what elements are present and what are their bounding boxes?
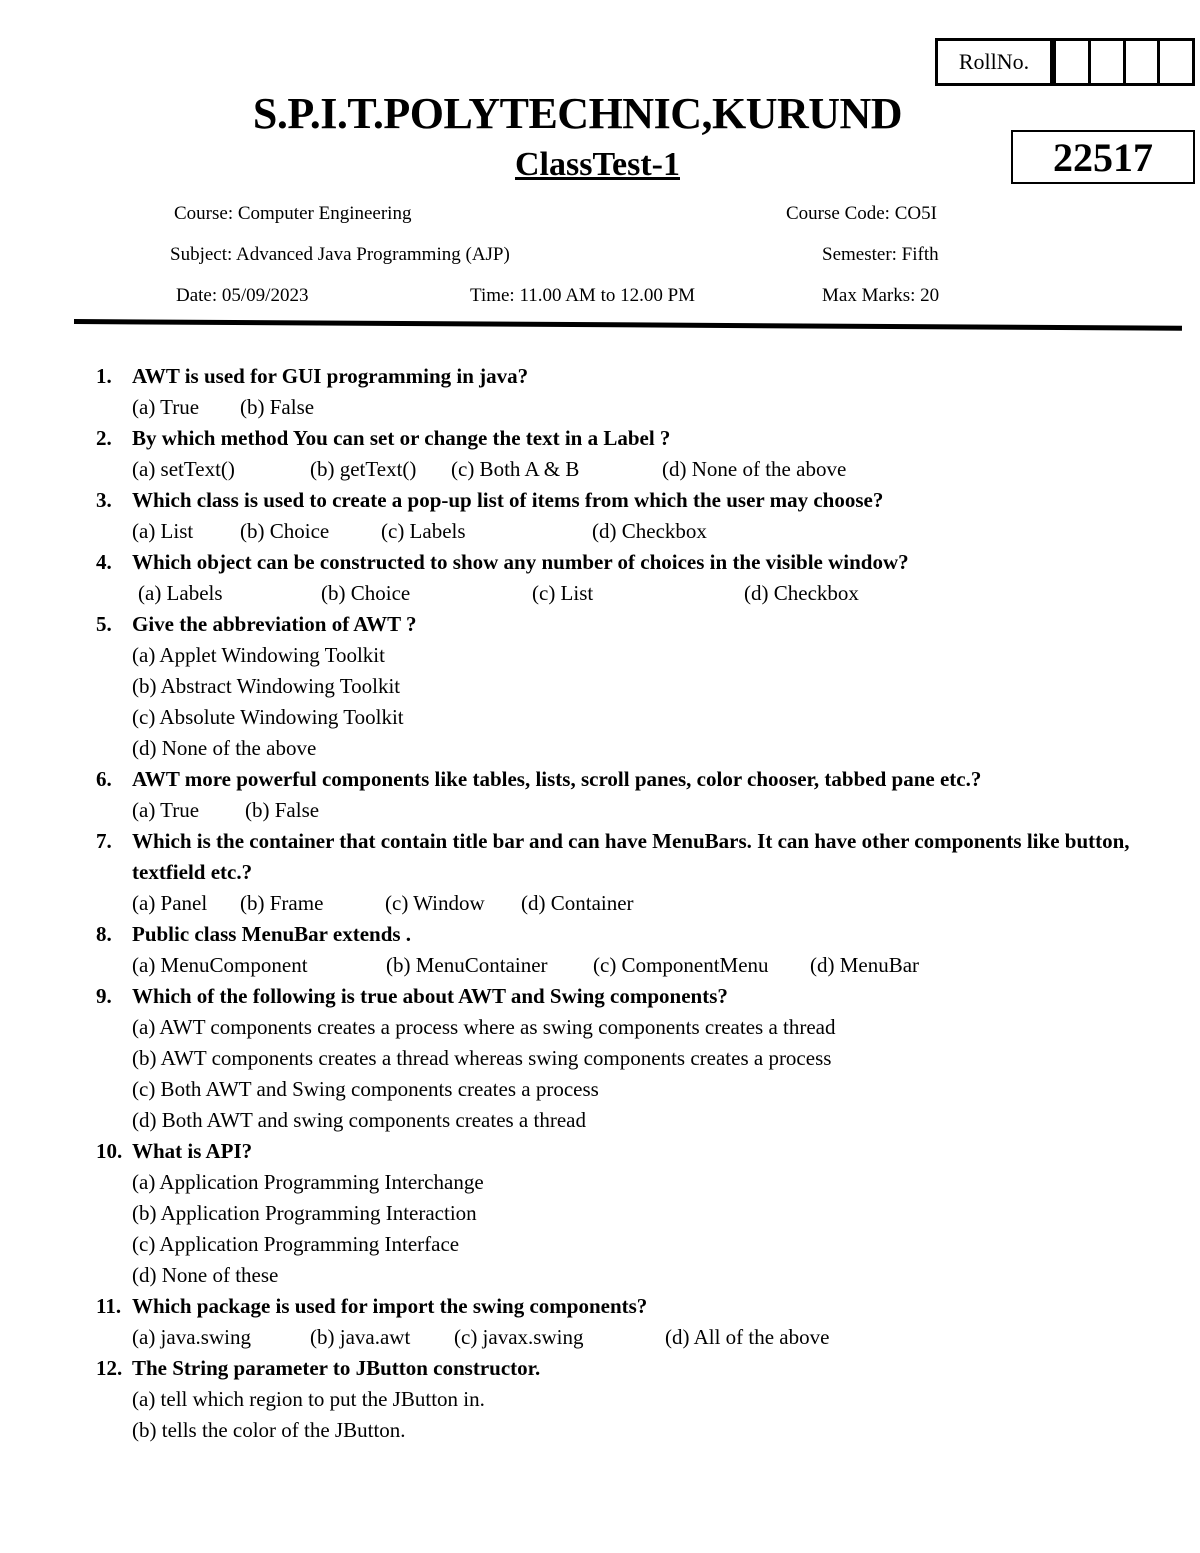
question-text: Which of the following is true about AWT and Swing components? <box>132 984 728 1008</box>
option-row <box>132 1415 1156 1446</box>
option-row <box>132 1198 1156 1229</box>
answer-option[interactable]: (a) Labels <box>138 581 223 605</box>
option-row <box>132 1167 1156 1198</box>
answer-option[interactable]: (b) Frame <box>240 891 324 915</box>
answer-option[interactable]: (b) MenuContainer <box>386 953 548 977</box>
option-group <box>96 454 1156 485</box>
question-heading <box>96 919 1156 950</box>
answer-option[interactable]: (d) None of the above <box>662 457 847 481</box>
test-title: ClassTest-1 <box>515 146 680 183</box>
option-row <box>132 1260 1156 1291</box>
option-row <box>132 671 1156 702</box>
date-field: Date: 05/09/2023 <box>176 285 309 306</box>
option-row <box>132 640 1156 671</box>
question-heading <box>96 1353 1156 1384</box>
option-row <box>132 702 1156 733</box>
question-heading <box>96 1136 1156 1167</box>
question-number: 2. <box>96 426 112 450</box>
option-row <box>132 392 1156 423</box>
answer-option[interactable]: (a) True <box>132 798 200 822</box>
roll-number-cell[interactable] <box>1053 41 1088 83</box>
answer-option[interactable]: (a) tell which region to put the JButton in. <box>132 1387 485 1411</box>
answer-option[interactable]: (d) Container <box>521 891 634 915</box>
question <box>96 981 1156 1136</box>
question-number: 4. <box>96 550 112 574</box>
option-row <box>132 888 1156 919</box>
question-number: 9. <box>96 984 112 1008</box>
roll-number-box <box>935 38 1195 86</box>
option-group <box>96 1384 1156 1446</box>
subject-code-box: 22517 <box>1011 130 1195 184</box>
course-code-field: Course Code: CO5I <box>786 203 937 224</box>
option-group <box>96 392 1156 423</box>
answer-option[interactable]: (b) Application Programming Interaction <box>132 1201 477 1225</box>
question-number: 11. <box>96 1294 122 1318</box>
option-group <box>96 516 1156 547</box>
question <box>96 609 1156 764</box>
roll-number-label: RollNo. <box>938 41 1053 83</box>
question-heading <box>96 609 1156 640</box>
answer-option[interactable]: (c) ComponentMenu <box>593 953 769 977</box>
option-row <box>132 516 1156 547</box>
option-row <box>132 733 1156 764</box>
semester-field: Semester: Fifth <box>822 244 939 265</box>
answer-option[interactable]: (b) False <box>240 395 315 419</box>
institute-name: S.P.I.T.POLYTECHNIC,KURUND <box>252 89 903 138</box>
question-heading <box>96 485 1156 516</box>
answer-option[interactable]: (b) AWT components creates a thread whereas swing components creates a process <box>132 1046 832 1070</box>
option-row <box>132 1384 1156 1415</box>
course-field: Course: Computer Engineering <box>174 203 412 224</box>
question <box>96 919 1156 981</box>
option-row <box>132 950 1156 981</box>
question <box>96 485 1156 547</box>
question <box>96 1353 1156 1446</box>
question-number: 10. <box>96 1139 123 1163</box>
option-group <box>96 1322 1156 1353</box>
option-group <box>96 795 1156 826</box>
question-heading <box>96 547 1156 578</box>
question-text: AWT is used for GUI programming in java? <box>132 364 529 388</box>
question-text: Which object can be constructed to show any number of choices in the visible window? <box>132 550 909 574</box>
answer-option[interactable]: (a) Application Programming Interchange <box>132 1170 484 1194</box>
answer-option[interactable]: (d) Both AWT and swing components creates a thread <box>132 1108 586 1132</box>
question-number: 5. <box>96 612 112 636</box>
option-row <box>132 795 1156 826</box>
answer-option[interactable]: (c) Absolute Windowing Toolkit <box>132 705 404 729</box>
answer-option[interactable]: (b) tells the color of the JButton. <box>132 1418 406 1442</box>
answer-option[interactable]: (c) Window <box>385 891 485 915</box>
question-text: Public class MenuBar extends . <box>132 922 412 946</box>
answer-option[interactable]: (d) MenuBar <box>810 953 920 977</box>
question-text: Which package is used for import the swing components? <box>132 1294 648 1318</box>
answer-option[interactable]: (c) Both A & B <box>451 457 580 481</box>
answer-option[interactable]: (b) False <box>245 798 320 822</box>
question-text: Give the abbreviation of AWT ? <box>132 612 417 636</box>
answer-option[interactable]: (b) java.awt <box>310 1325 411 1349</box>
question-heading <box>96 981 1156 1012</box>
answer-option[interactable]: (c) Application Programming Interface <box>132 1232 460 1256</box>
question <box>96 361 1156 423</box>
answer-option[interactable]: (a) List <box>132 519 194 543</box>
answer-option[interactable]: (b) Choice <box>321 581 411 605</box>
answer-option[interactable]: (c) Both AWT and Swing components creates a process <box>132 1077 599 1101</box>
question-number: 12. <box>96 1356 123 1380</box>
roll-number-cell[interactable] <box>1088 41 1123 83</box>
answer-option[interactable]: (a) AWT components creates a process where as swing components creates a thread <box>132 1015 836 1039</box>
answer-option[interactable]: (c) List <box>532 581 594 605</box>
question-heading <box>96 423 1156 454</box>
answer-option[interactable]: (c) Labels <box>381 519 466 543</box>
question-number: 1. <box>96 364 112 388</box>
question-number: 8. <box>96 922 112 946</box>
answer-option[interactable]: (d) None of these <box>132 1263 279 1287</box>
question-heading <box>96 764 1156 795</box>
answer-option[interactable]: (b) Choice <box>240 519 330 543</box>
option-group <box>96 1012 1156 1136</box>
option-row <box>132 454 1156 485</box>
answer-option[interactable]: (a) java.swing <box>132 1325 251 1349</box>
roll-number-cell[interactable] <box>1157 41 1192 83</box>
answer-option[interactable]: (b) Abstract Windowing Toolkit <box>132 674 401 698</box>
option-group <box>96 1167 1156 1291</box>
answer-option[interactable]: (d) Checkbox <box>744 581 859 605</box>
question <box>96 1291 1156 1353</box>
max-marks-field: Max Marks: 20 <box>822 285 940 306</box>
time-field: Time: 11.00 AM to 12.00 PM <box>470 285 696 306</box>
option-group <box>96 888 1156 919</box>
question-heading <box>96 1291 1156 1322</box>
option-row <box>132 1105 1156 1136</box>
question-number: 3. <box>96 488 112 512</box>
question-text: The String parameter to JButton constructor. <box>132 1356 541 1380</box>
option-row <box>138 578 1156 609</box>
question <box>96 423 1156 485</box>
answer-option[interactable]: (d) Checkbox <box>592 519 707 543</box>
question <box>96 1136 1156 1291</box>
question-number: 6. <box>96 767 112 791</box>
answer-option[interactable]: (a) True <box>132 395 200 419</box>
option-group <box>96 640 1156 764</box>
question-text: Which is the container that contain title bar and can have MenuBars. It can have other components like button, textfield etc.? <box>132 829 1130 884</box>
question-number: 7. <box>96 829 112 853</box>
question <box>96 547 1156 609</box>
option-row <box>132 1074 1156 1105</box>
question <box>96 826 1156 919</box>
answer-option[interactable]: (a) Panel <box>132 891 208 915</box>
question-heading <box>96 361 1156 392</box>
question-list <box>96 361 1156 1446</box>
answer-option[interactable]: (b) getText() <box>310 457 417 481</box>
option-row <box>132 1229 1156 1260</box>
answer-option[interactable]: (a) setText() <box>132 457 235 481</box>
question-text: AWT more powerful components like tables, lists, scroll panes, color chooser, tabbed pane etc.? <box>132 767 982 791</box>
option-row <box>132 1043 1156 1074</box>
question-text: By which method You can set or change the text in a Label ? <box>132 426 671 450</box>
header-divider <box>74 319 1182 331</box>
answer-option[interactable]: (d) None of the above <box>132 736 317 760</box>
option-row <box>132 1012 1156 1043</box>
option-group <box>96 578 1156 609</box>
question-text: What is API? <box>132 1139 253 1163</box>
question <box>96 764 1156 826</box>
roll-number-cell[interactable] <box>1123 41 1158 83</box>
answer-option[interactable]: (a) MenuComponent <box>132 953 308 977</box>
subject-field: Subject: Advanced Java Programming (AJP) <box>170 244 510 265</box>
answer-option[interactable]: (c) javax.swing <box>454 1325 584 1349</box>
answer-option[interactable]: (d) All of the above <box>665 1325 830 1349</box>
question-heading <box>96 826 1156 888</box>
option-group <box>96 950 1156 981</box>
question-text: Which class is used to create a pop-up list of items from which the user may choose? <box>132 488 884 512</box>
option-row <box>132 1322 1156 1353</box>
answer-option[interactable]: (a) Applet Windowing Toolkit <box>132 643 385 667</box>
